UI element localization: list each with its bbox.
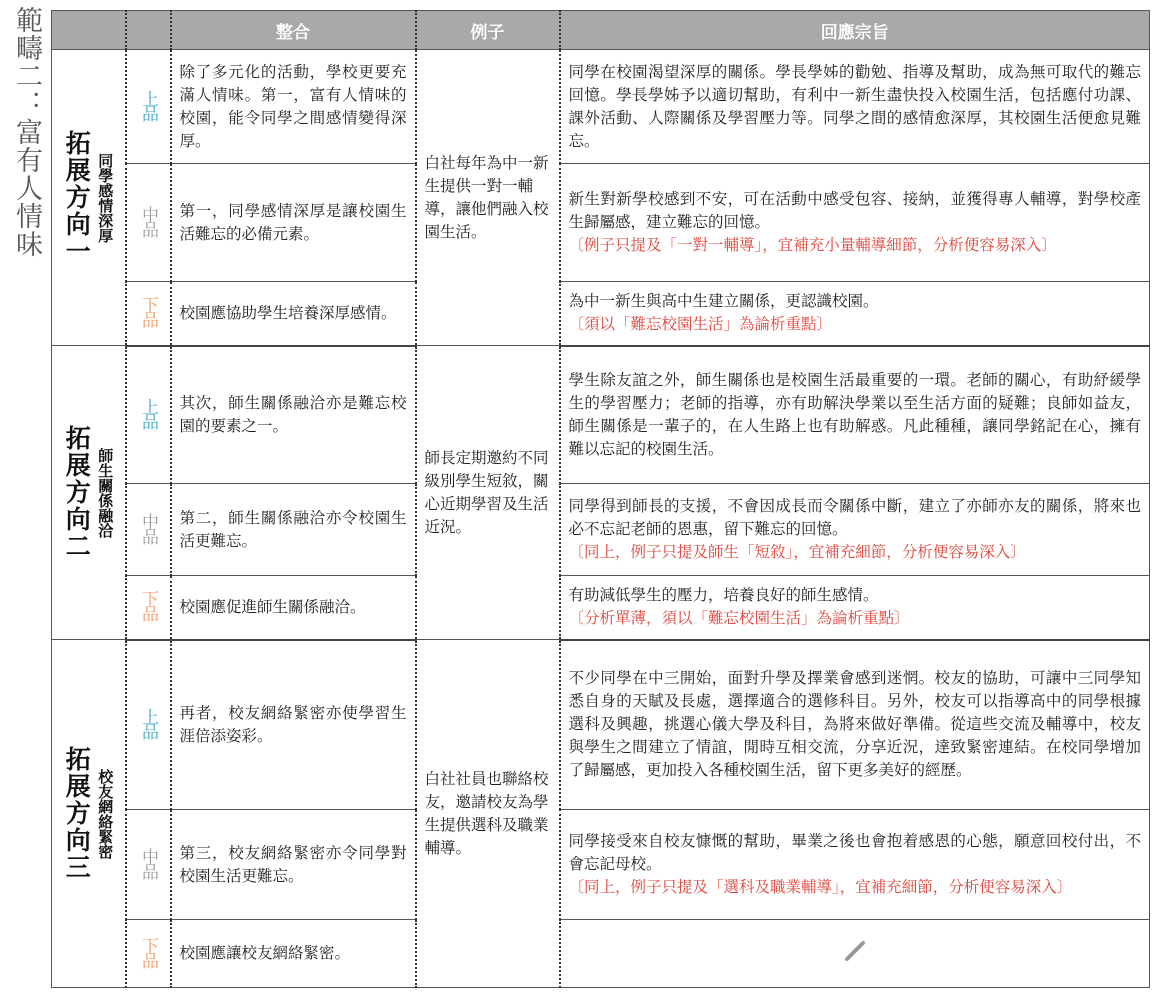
table-row	[52, 576, 1150, 640]
grade-mid-label: 中品	[138, 512, 158, 543]
teacher-comment: 〔分析單薄，須以「難忘校園生活」為論析重點〕	[568, 609, 910, 628]
direction-title: 拓展方向一	[62, 130, 92, 265]
grade-top-label: 上品	[138, 397, 158, 428]
grade-mid-label: 中品	[138, 205, 158, 236]
header-direction	[52, 11, 126, 50]
integration-cell: 其次，師生關係融洽亦是難忘校園的要素之一。	[171, 346, 416, 484]
grade-low-label: 下品	[138, 590, 158, 621]
direction-cell	[52, 50, 126, 346]
header-example: 例子	[416, 11, 560, 50]
response-cell	[560, 576, 1150, 640]
table-row	[52, 50, 1150, 164]
integration-cell: 第二，師生關係融洽亦令校園生活更難忘。	[171, 484, 416, 576]
grade-top-label: 上品	[138, 89, 158, 120]
example-cell: 師長定期邀約不同級別學生短敘，關心近期學習及生活近況。	[416, 346, 560, 640]
table-row	[52, 484, 1150, 576]
header-response: 回應宗旨	[560, 11, 1150, 50]
grade-cell	[126, 640, 171, 810]
grade-cell	[126, 164, 171, 282]
grade-cell	[126, 282, 171, 346]
grade-cell	[126, 50, 171, 164]
pencil-icon	[841, 937, 869, 965]
header-grade	[126, 11, 171, 50]
teacher-comment: 〔須以「難忘校園生活」為論析重點〕	[568, 315, 833, 334]
response-cell	[560, 50, 1150, 164]
example-cell: 白社每年為中一新生提供一對一輔導，讓他們融入校園生活。	[416, 50, 560, 346]
teacher-comment: 〔同上，例子只提及「選科及職業輔導」，宜補充細節，分析便容易深入〕	[568, 878, 1073, 896]
response-text: 新生對新學校感到不安，可在活動中感受包容、接納，並獲得專人輔導，對學校產生歸屬感，建立難忘的回憶。	[568, 190, 1141, 231]
response-cell	[560, 810, 1150, 920]
table-row	[52, 282, 1150, 346]
response-text: 同學接受來自校友慷慨的幫助，畢業之後也會抱着感恩的心態，願意回校付出，不會忘記母校。	[568, 832, 1141, 873]
direction-subtitle: 師生關係融洽	[96, 447, 115, 538]
header-integration: 整合	[171, 11, 416, 50]
grade-top-label: 上品	[138, 707, 158, 738]
grade-cell	[126, 484, 171, 576]
response-cell	[560, 484, 1150, 576]
response-cell	[560, 164, 1150, 282]
teacher-comment: 〔例子只提及「一對一輔導」，宜補充小量輔導細節，分析便容易深入〕	[568, 236, 1057, 254]
header-row	[52, 11, 1150, 50]
integration-cell: 第三，校友網絡緊密亦令同學對校園生活更難忘。	[171, 810, 416, 920]
integration-cell: 校園應協助學生培養深厚感情。	[171, 282, 416, 346]
response-cell	[560, 640, 1150, 810]
table-row	[52, 640, 1150, 810]
response-text: 同學得到師長的支援，不會因成長而令關係中斷，建立了亦師亦友的關係，將來也必不忘記老師的恩惠，留下難忘的回憶。	[568, 497, 1141, 538]
direction-cell	[52, 640, 126, 988]
direction-title: 拓展方向二	[62, 425, 92, 560]
direction-title: 拓展方向三	[62, 746, 92, 881]
response-text: 同學在校園渴望深厚的關係。學長學姊的勸勉、指導及幫助，成為無可取代的難忘回憶。學長學姊予以適切幫助，有利中一新生盡快投入校園生活，包括應付功課、課外活動、人際關係及學習壓力等。同學之間的感情愈深厚，其校園生活便愈見難忘。	[568, 62, 1141, 150]
direction-subtitle: 校友網絡緊密	[96, 768, 115, 859]
grade-cell	[126, 920, 171, 988]
grade-low-label: 下品	[138, 296, 158, 327]
table-row	[52, 164, 1150, 282]
side-title: 範疇二：富有人情味	[11, 6, 42, 258]
integration-cell: 校園應讓校友網絡緊密。	[171, 920, 416, 988]
response-cell	[560, 920, 1150, 988]
grade-mid-label: 中品	[138, 847, 158, 878]
integration-cell: 校園應促進師生關係融洽。	[171, 576, 416, 640]
grade-cell	[126, 576, 171, 640]
grade-low-label: 下品	[138, 936, 158, 967]
grade-cell	[126, 810, 171, 920]
direction-cell	[52, 346, 126, 640]
response-text: 為中一新生與高中生建立關係，更認識校園。	[568, 292, 879, 311]
response-text: 有助減低學生的壓力，培養良好的師生感情。	[568, 586, 879, 605]
response-cell	[560, 346, 1150, 484]
response-text: 不少同學在中三開始，面對升學及擇業會感到迷惘。校友的協助，可讓中三同學知悉自身的天賦及長處，選擇適合的選修科目。另外，校友可以指導高中的同學根據選科及興趣，挑選心儀大學及科目，為將來做好準備。從這些交流及輔導中，校友與學生之間建立了情誼，閒時互相交流，分享近況，達致緊密連結。在校同學增加了歸屬感，更加投入各種校園生活，留下更多美好的經歷。	[568, 669, 1141, 780]
teacher-comment: 〔同上，例子只提及師生「短敘」，宜補充細節，分析便容易深入〕	[568, 543, 1026, 561]
table-row	[52, 920, 1150, 988]
integration-cell: 除了多元化的活動，學校更要充滿人情味。第一，富有人情味的校園，能令同學之間感情變得深厚。	[171, 50, 416, 164]
integration-cell: 第一，同學感情深厚是讓校園生活難忘的必備元素。	[171, 164, 416, 282]
table-row	[52, 810, 1150, 920]
comparison-table	[51, 10, 1150, 988]
response-cell	[560, 282, 1150, 346]
integration-cell: 再者，校友網絡緊密亦使學習生涯倍添姿彩。	[171, 640, 416, 810]
table-row	[52, 346, 1150, 484]
grade-cell	[126, 346, 171, 484]
response-text: 學生除友誼之外，師生關係也是校園生活最重要的一環。老師的關心，有助紓緩學生的學習壓力；老師的指導，亦有助解決學業以至生活方面的疑難；良師如益友，師生關係是一輩子的，在人生路上也有助解惑。凡此種種，讓同學銘記在心，擁有難以忘記的校園生活。	[568, 370, 1141, 458]
example-cell: 白社社員也聯絡校友，邀請校友為學生提供選科及職業輔導。	[416, 640, 560, 988]
direction-subtitle: 同學感情深厚	[96, 152, 115, 243]
